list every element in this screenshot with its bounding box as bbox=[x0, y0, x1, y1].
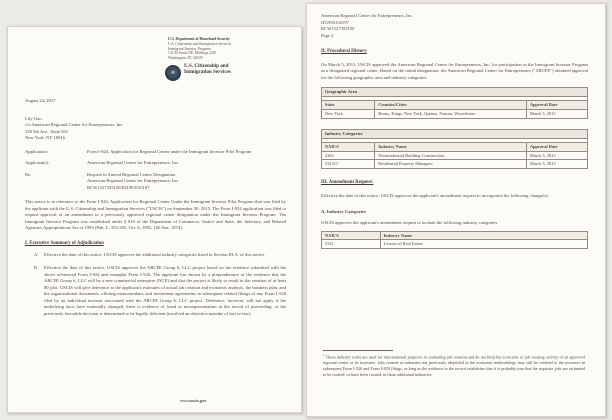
cell-naics: 5311 bbox=[322, 240, 381, 249]
cell-naics: 531311 bbox=[322, 160, 375, 169]
table-row bbox=[322, 143, 588, 152]
amendment-request-paragraph: Effective the date of this notice, USCIS approves the applicant's amendment request to incorporate the following change(s): bbox=[321, 193, 549, 199]
col-header-industry-name: Industry Name bbox=[375, 143, 527, 152]
col-header-naics: NAICS bbox=[322, 143, 375, 152]
letterhead-program: Immigrant Investor Program bbox=[168, 46, 211, 51]
cell-approval-date: March 5, 2013 bbox=[526, 151, 587, 160]
recipient-name: Lily Guo bbox=[25, 115, 42, 121]
header-org: American Regional Center for Entrepreneurs, Inc. bbox=[321, 13, 413, 18]
industry-table-title: Industry Categories bbox=[322, 129, 588, 138]
procedural-history-paragraph: On March 5, 2013, USCIS approved the American Regional Center for Entrepreneurs, Inc. for participation in the Immigrant Investor Program as a designated regional center. Based on the initial designation, the American Regional Center for Entrepreneurs ("ARCFE") obtained approval for the following geographic area and industry categories. bbox=[321, 61, 588, 80]
dhs-seal-icon bbox=[165, 65, 181, 81]
section-3a-heading: A. Industry Categories bbox=[321, 208, 366, 214]
reference-row-applicant bbox=[25, 160, 286, 167]
amended-industry-table bbox=[321, 231, 588, 249]
footnote-block bbox=[323, 350, 585, 378]
uscis-logo bbox=[165, 64, 286, 81]
reference-row-re bbox=[25, 172, 286, 192]
reference-label: Re: bbox=[25, 171, 32, 177]
page2-header-block bbox=[321, 13, 588, 40]
geo-table-title: Geographic Area bbox=[322, 88, 588, 97]
cell-state: New York bbox=[322, 110, 375, 119]
list-item-b bbox=[34, 265, 286, 317]
re-line: American Regional Center for Entrepreneurs, Inc. bbox=[87, 178, 179, 184]
letter-date: August 24, 2017 bbox=[25, 98, 56, 104]
reference-row-application bbox=[25, 149, 286, 156]
reference-value: American Regional Center for Entrepreneurs, Inc. bbox=[87, 160, 179, 166]
reference-value: Form I-924, Application for Regional Center under the Immigrant Investor Pilot Program bbox=[87, 148, 252, 154]
recipient-org: c/o American Regional Center for Entrepreneurs, Inc. bbox=[25, 122, 124, 128]
amendment-categories-paragraph: USCIS approves the applicant's amendment request to include the following industry categories bbox=[321, 220, 498, 226]
recipient-street: 339 5th Ave., Suite 501 bbox=[25, 128, 69, 134]
section-3-heading: III. Amendment Request: bbox=[321, 180, 374, 186]
header-rcw-number: RCW1527353150 bbox=[321, 26, 355, 32]
recipient-address-block bbox=[25, 116, 286, 142]
table-row bbox=[322, 129, 588, 138]
cell-approval-date: March 5, 2013 bbox=[526, 110, 587, 119]
reference-label: Application: bbox=[25, 148, 48, 154]
footnote-marker: 1 bbox=[323, 353, 325, 358]
footnote-text bbox=[323, 353, 585, 378]
cell-approval-date: March 5, 2013 bbox=[526, 160, 587, 169]
intro-paragraph: This notice is in reference to the Form I-924, Application for Regional Center Under the Immigrant Investor Pilot Program that was filed by the applicant with the U.S. Citizenship and Immigration Services ("USCIS") on September 30, 2015. The Form I-924 application was filed to request approval of an amendment to a previously approved regional center designation under the Immigrant Investor Program. The Immigrant Investor Program was established under § 610 of the Department of Commerce, Justice and State, the Judiciary, and Related Agencies Appropriations Act of 1993 (Pub. L. 102-395, Oct. 6, 1992, 106 Stat. 1874). bbox=[25, 199, 286, 231]
table-row bbox=[322, 240, 588, 249]
cell-naics: 2362 bbox=[322, 151, 375, 160]
footnote-divider bbox=[323, 350, 393, 351]
letter-page-1 bbox=[7, 26, 302, 413]
list-marker: A. bbox=[34, 251, 39, 257]
col-header-approval-date: Approval Date bbox=[526, 101, 587, 110]
letter-page-2 bbox=[306, 3, 606, 417]
list-item-text: Effective the date of this notice, USCIS approves the additional industry categories listed in Section III.A. of this notice. bbox=[44, 251, 266, 257]
list-marker: B. bbox=[34, 265, 39, 271]
table-row bbox=[322, 231, 588, 240]
summary-list bbox=[25, 252, 286, 318]
letterhead-department: U.S. Department of Homeland Security bbox=[168, 37, 230, 41]
reference-value bbox=[87, 172, 286, 192]
uscis-logo-text: U.S. Citizenship and Immigration Services bbox=[184, 63, 231, 75]
cell-counties: Bronx, Kings, New York, Queens, Nassau, Westchester bbox=[375, 110, 527, 119]
page-number: Page 2 bbox=[321, 32, 334, 38]
list-item-text: Effective the date of this notice, USCIS approves the ARCFE Group 6, LLC project based on the evidence submitted with the above referenced Form I-924 and exemplar Form I-526. The applicant has shown by a preponderance of the evidence that the ARCFE Group 6, LLC will be a new commercial enterprise (NCE) and that the project is likely to result in the creation of at least 80 jobs. USCIS will give deference to the applicant's estimates of actual job creation and economic analysis, the business plan, and the organizational documents, offering memorandum, and investment agreements in subsequent related filings of any Form I-526 filed by an individual investor associated with the ARCFE Group 6, LLC project. Deference, however, will not apply if the underlying facts have materially changed, there is evidence of fraud or misrepresentation in the record of proceeding, or the previously favorable decision is determined to be legally deficient (involved an objective mistake of fact or law). bbox=[44, 265, 286, 316]
industry-categories-table bbox=[321, 129, 588, 169]
letterhead-street: 131 M Street NE, Mailstop 2235 bbox=[168, 51, 217, 56]
geographic-area-table bbox=[321, 87, 588, 119]
table-row bbox=[322, 110, 588, 119]
table-row bbox=[322, 88, 588, 97]
cell-industry-name: Nonresidential Building Construction bbox=[375, 151, 527, 160]
table-row bbox=[322, 101, 588, 110]
table-row bbox=[322, 160, 588, 169]
recipient-city: New York, NY 10016 bbox=[25, 135, 66, 141]
col-header-naics: NAICS bbox=[322, 231, 381, 240]
section-1-heading: I. Executive Summary of Adjudication bbox=[25, 240, 104, 246]
list-item-a bbox=[34, 252, 286, 259]
col-header-counties: Counties/Cities bbox=[375, 101, 527, 110]
re-line: Request to Amend Regional Center Designation bbox=[87, 171, 176, 177]
letterhead-city: Washington, DC 20529 bbox=[168, 56, 203, 61]
col-header-state: State bbox=[322, 101, 375, 110]
col-header-approval-date: Approval Date bbox=[526, 143, 587, 152]
col-header-industry-name: Industry Name bbox=[380, 231, 587, 240]
cell-industry-name: Residential Property Managers bbox=[375, 160, 527, 169]
cell-industry-name: Lessors of Real Estate bbox=[380, 240, 587, 249]
footnote-body: These industry codes are used for informational purposes in estimating job creation and do not limit the economic or job creating activity of an approved regional center or its investors. Jobs created in industries not previously identified in the economic methodology may still be credited to the investors in subsequent Form I-526 and Form I-829 filings, as long as the evidence in the record establishes that it is probably true that the requisite jobs are estimated to be created, or have been created, in those additional industries. bbox=[323, 354, 585, 378]
letterhead-agency: U.S. Citizenship and Immigration Services bbox=[168, 41, 231, 46]
table-row bbox=[322, 151, 588, 160]
reference-label: Applicant(s): bbox=[25, 160, 50, 166]
section-2-heading: II. Procedural History bbox=[321, 48, 367, 54]
agency-letterhead bbox=[168, 37, 286, 61]
header-id-number: ID1903150197 bbox=[321, 19, 349, 25]
re-line: RCW1527353150/ID1903150197 bbox=[87, 184, 150, 190]
uscis-gov-footer: www.uscis.gov bbox=[180, 398, 207, 403]
reference-block bbox=[25, 149, 286, 192]
